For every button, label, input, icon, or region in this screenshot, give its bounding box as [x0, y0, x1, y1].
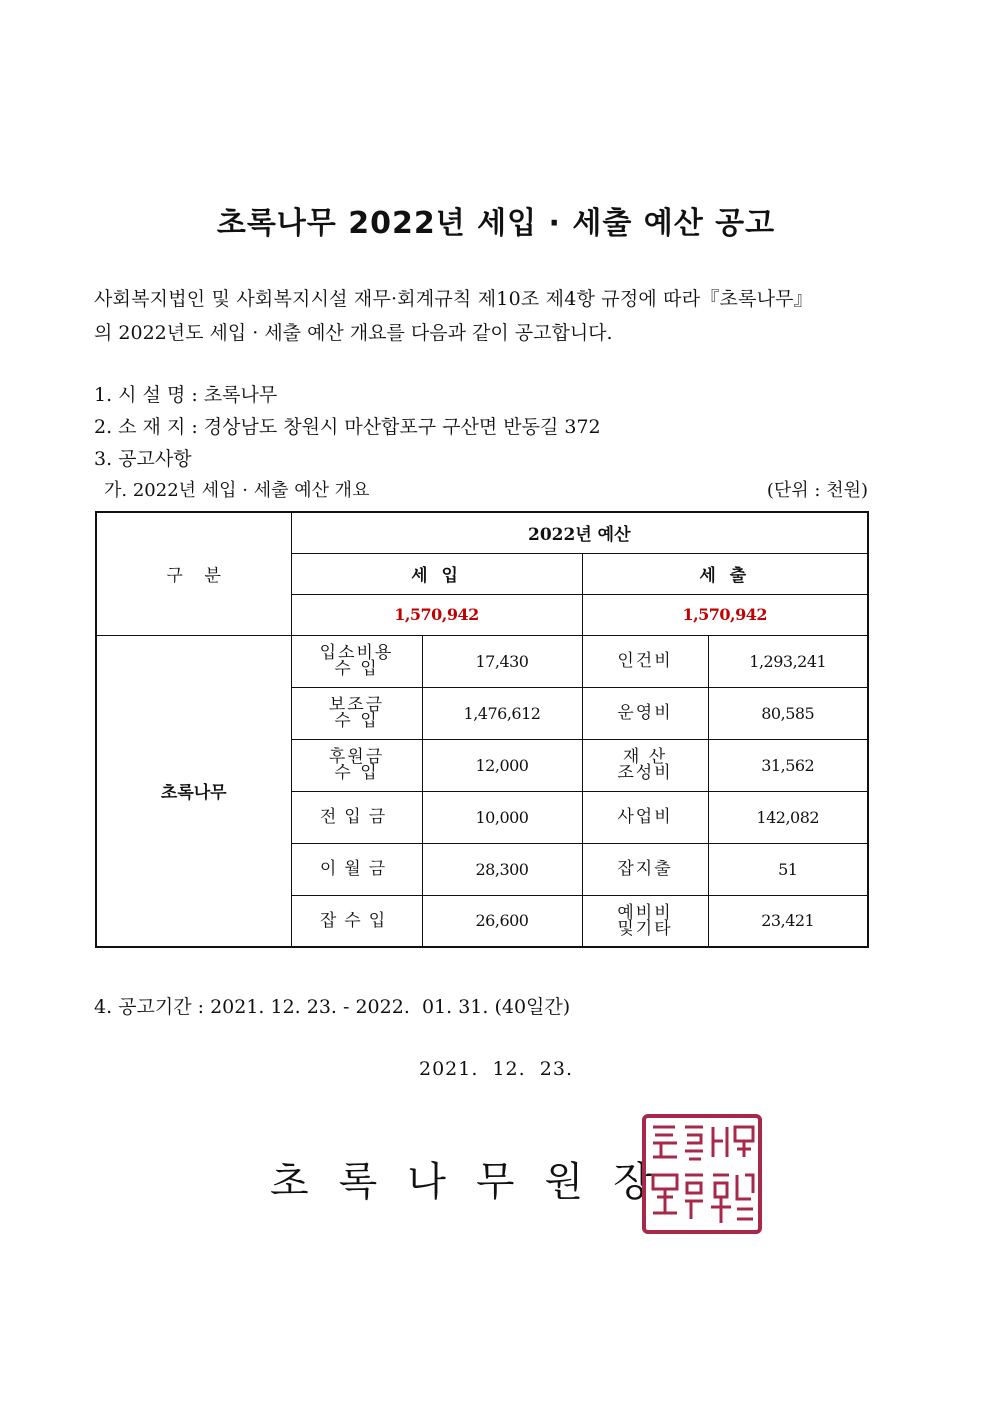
- revenue-value: 17,430: [422, 635, 582, 687]
- intro-line-2: 의 2022년도 세입 · 세출 예산 개요를 다음과 같이 공고합니다.: [94, 322, 613, 344]
- official-seal-icon: [641, 1113, 763, 1235]
- revenue-label: 전입금: [291, 791, 422, 843]
- unit-label: (단위 : 천원): [766, 480, 868, 501]
- expense-label: 예비비 및기타: [582, 895, 708, 947]
- page-title: 초록나무 2022년 세입 · 세출 예산 공고: [216, 206, 776, 241]
- intro-line-1: 사회복지법인 및 사회복지시설 재무·회계규칙 제10조 제4항 규정에 따라『초록나무』: [94, 288, 813, 310]
- revenue-label: 입소비용 수 입: [291, 635, 422, 687]
- expense-header: 세 출: [582, 553, 868, 594]
- signature: 초록나무원장: [270, 1159, 682, 1205]
- expense-value: 31,562: [708, 739, 868, 791]
- revenue-value: 26,600: [422, 895, 582, 947]
- notice-heading: 3. 공고사항: [94, 448, 192, 470]
- revenue-label: 잡수입: [291, 895, 422, 947]
- budget-header: 2022년 예산: [291, 512, 868, 553]
- expense-label: 인건비: [582, 635, 708, 687]
- category-header: 구 분: [166, 566, 221, 587]
- expense-label: 잡지출: [582, 843, 708, 895]
- expense-value: 23,421: [708, 895, 868, 947]
- revenue-total: 1,570,942: [291, 594, 582, 635]
- revenue-label: 후원금 수 입: [291, 739, 422, 791]
- budget-subheading: 가. 2022년 세입 · 세출 예산 개요: [104, 480, 370, 501]
- facility-location: 2. 소 재 지 : 경상남도 창원시 마산합포구 구산면 반동길 372: [94, 416, 601, 438]
- notice-period: 4. 공고기간 : 2021. 12. 23. - 2022. 01. 31. (40일간): [94, 996, 571, 1018]
- org-name-cell: 초록나무: [96, 635, 291, 947]
- expense-value: 1,293,241: [708, 635, 868, 687]
- expense-value: 51: [708, 843, 868, 895]
- expense-value: 80,585: [708, 687, 868, 739]
- expense-value: 142,082: [708, 791, 868, 843]
- expense-total: 1,570,942: [582, 594, 868, 635]
- intro-paragraph: [94, 282, 894, 350]
- revenue-value: 10,000: [422, 791, 582, 843]
- revenue-label: 보조금 수 입: [291, 687, 422, 739]
- revenue-value: 1,476,612: [422, 687, 582, 739]
- revenue-value: 28,300: [422, 843, 582, 895]
- facility-name: 1. 시 설 명 : 초록나무: [94, 384, 278, 406]
- category-header-cell: [96, 512, 291, 635]
- revenue-header: 세 입: [291, 553, 582, 594]
- expense-label: 운영비: [582, 687, 708, 739]
- budget-table: [95, 511, 869, 948]
- revenue-label: 이월금: [291, 843, 422, 895]
- notice-date: 2021. 12. 23.: [419, 1058, 573, 1080]
- expense-label: 재 산 조성비: [582, 739, 708, 791]
- expense-label: 사업비: [582, 791, 708, 843]
- revenue-value: 12,000: [422, 739, 582, 791]
